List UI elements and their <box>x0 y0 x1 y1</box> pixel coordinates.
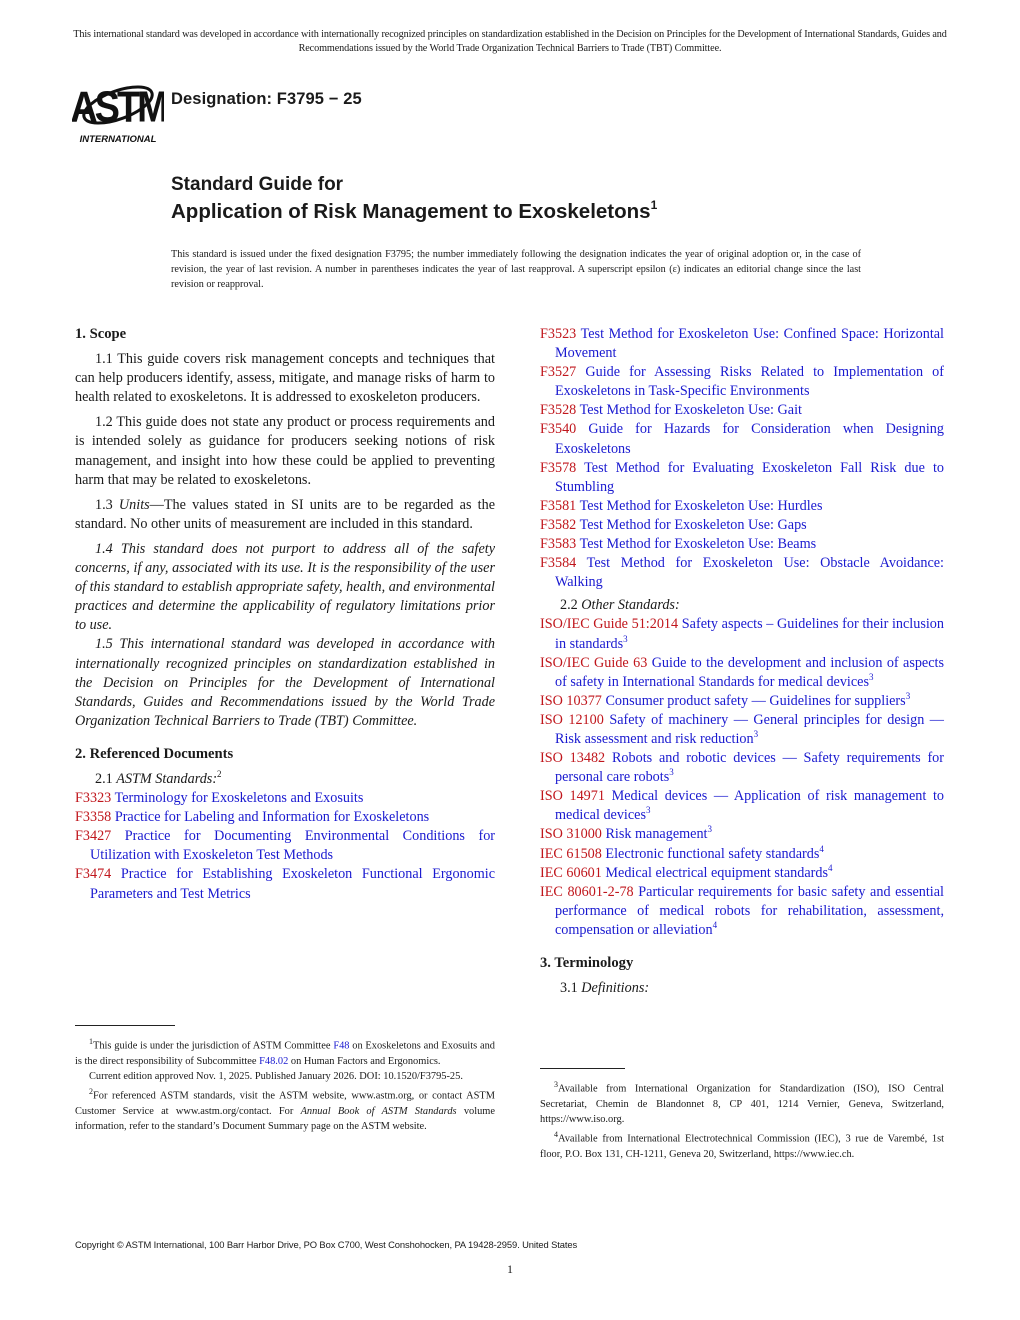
reference-code-link[interactable]: F3528 <box>540 402 577 419</box>
footnote-marker: 4 <box>819 843 824 854</box>
copyright-notice: Copyright © ASTM International, 100 Barr Harbor Drive, PO Box C700, West Conshohocken, PA 19428-2959. United States <box>75 1239 578 1250</box>
units-label: Units <box>118 496 150 513</box>
astm-reference-list-right <box>540 325 944 592</box>
astm-standards-label: 2.1 ASTM Standards:$^2$ <box>95 768 222 787</box>
reference-item[interactable] <box>540 497 944 516</box>
para-1-1: 1.1 This guide covers risk management concepts and techniques that can help producers identify, assess, mitigate, and manage risks of harm to health related to exoskeletons. It is addressed to exoskeleton producers. <box>75 351 495 406</box>
reference-title-link[interactable]: Safety of machinery — General principles for design — Risk assessment and risk reduction <box>555 711 944 747</box>
subcommittee-f48-02-link[interactable]: F48.02 <box>259 1055 289 1067</box>
reference-item[interactable] <box>540 787 944 825</box>
document-title <box>171 198 657 224</box>
para-1-2: 1.2 This guide does not state any product or process requirements and is intended solely as guidance for producers seeking notions of risk management, and insight into how these could be applied to preventing harm that may be related to exoskeletons. <box>75 414 495 488</box>
reference-title-link[interactable]: Guide for Assessing Risks Related to Implementation of Exoskeletons in Task-Specific Environments <box>555 364 944 400</box>
astm-reference-list-left <box>75 789 495 904</box>
reference-code-link[interactable]: ISO 31000 <box>540 826 602 843</box>
footnote-marker: 3 <box>623 633 628 644</box>
other-reference-list <box>540 615 944 940</box>
reference-code-link[interactable]: F3474 <box>75 866 112 883</box>
reference-code-link[interactable]: IEC 60601 <box>540 864 602 881</box>
reference-code-link[interactable]: F3540 <box>540 421 577 438</box>
reference-title-link[interactable]: Medical electrical equipment standards <box>605 864 828 881</box>
footnote-marker: 4 <box>712 919 718 930</box>
footnote-3: $^3$Available from International Organization for Standardization (ISO), ISO Central Secretariat, Chemin de Blandonnet 8, CP 401, 1214 Vernier, Geneva, Switzerland, https://www.iso.org. <box>540 1080 944 1125</box>
reference-title-link[interactable]: Guide to the development and inclusion of aspects of safety in International Standards for medical devices <box>555 654 944 690</box>
svg-text:INTERNATIONAL: INTERNATIONAL <box>79 134 157 145</box>
footnote-marker: 3 <box>905 690 911 701</box>
para-1-4: 1.4 This standard does not purport to address all of the safety concerns, if any, associated with its use. It is the responsibility of the user of this standard to establish appropriate safety, health, and environmental practices and determine the applicability of regulatory limitations prior to use. <box>75 540 495 634</box>
reference-code-link[interactable]: ISO/IEC Guide 63 <box>540 654 648 671</box>
reference-item[interactable] <box>540 420 944 458</box>
reference-title-link[interactable]: Test Method for Exoskeleton Use: Hurdles <box>579 497 823 514</box>
reference-title-link[interactable]: Medical devices — Application of risk management to medical devices <box>555 788 944 824</box>
reference-title-link[interactable]: Consumer product safety — Guidelines for suppliers <box>605 692 906 709</box>
reference-item[interactable] <box>540 401 944 420</box>
issuance-note: This standard is issued under the fixed designation F3795; the number immediately following the designation indicates the year of original adoption or, in the case of revision, the year of last revision. A number in parentheses indicates the year of last reapproval. A superscript epsilon (ε) indicates an editorial change since the last revision or reapproval. <box>171 249 861 290</box>
reference-item[interactable] <box>540 363 944 401</box>
reference-item[interactable] <box>540 459 944 497</box>
footnote-2: $^2$For referenced ASTM standards, visit the ASTM website, www.astm.org, or contact ASTM Customer Service at www.astm.org/contact. For Annual Book of ASTM Standards volume information, refer to the standard’s Document Summary page on the ASTM website. <box>75 1087 495 1132</box>
reference-item[interactable] <box>540 711 944 749</box>
section-heading-terminology: 3. Terminology <box>540 955 634 971</box>
section-heading-scope: 1. Scope <box>75 326 127 342</box>
reference-title-link[interactable]: Test Method for Exoskeleton Use: Gaps <box>579 516 807 533</box>
edition-note: Current edition approved Nov. 1, 2025. Published January 2026. DOI: 10.1520/F3795-25. <box>89 1070 463 1082</box>
para-1-5: 1.5 This international standard was developed in accordance with internationally recognized principles on standardization established in the Decision on Principles for the Development of International Standards, Guides and Recommendations issued by the World Trade Organization Technical Barriers to Trade (TBT) Committee. <box>75 636 495 729</box>
definitions-label: 3.1 Definitions: <box>560 980 650 997</box>
tbt-notice: This international standard was developed in accordance with internationally recognized principles on standardization established in the Decision on Principles for the Development of International Standards, Guides and Recommendations issued by the World Trade Organization Technical Barriers to Trade (TBT) Committee. <box>73 29 947 54</box>
reference-title-link[interactable]: Terminology for Exoskeletons and Exosuits <box>114 790 364 807</box>
footnote-marker: 3 <box>868 671 874 682</box>
reference-item[interactable] <box>540 864 944 883</box>
reference-title-link[interactable]: Practice for Labeling and Information for Exoskeletons <box>114 809 430 826</box>
reference-title-link[interactable]: Robots and robotic devices — Safety requirements for personal care robots <box>555 750 945 786</box>
reference-title-link[interactable]: Practice for Establishing Exoskeleton Functional Ergonomic Parameters and Test Metrics <box>90 866 495 902</box>
reference-code-link[interactable]: F3527 <box>540 364 577 381</box>
reference-code-link[interactable]: ISO/IEC Guide 51:2014 <box>540 616 679 633</box>
reference-code-link[interactable]: ISO 12100 <box>540 711 604 728</box>
reference-code-link[interactable]: F3323 <box>75 790 112 807</box>
reference-code-link[interactable]: ISO 10377 <box>540 692 602 709</box>
title-line-1: Standard Guide for <box>171 174 344 195</box>
reference-title-link[interactable]: Test Method for Exoskeleton Use: Beams <box>579 536 817 553</box>
page-number: 1 <box>507 1262 513 1276</box>
reference-title-link[interactable]: Risk management <box>605 826 708 843</box>
reference-item[interactable] <box>540 749 944 787</box>
reference-item[interactable] <box>75 865 495 903</box>
reference-code-link[interactable]: F3427 <box>75 828 112 845</box>
footnote-1: $^1$This guide is under the jurisdiction of ASTM Committee F48 on Exoskeletons and Exosuits and is the direct responsibility of Subcommittee F48.02 on Human Factors and Ergonomics. <box>75 1037 495 1067</box>
footnote-marker: 3 <box>646 805 651 816</box>
footnote-marker: 3 <box>753 728 759 739</box>
section-heading-referenced-documents: 2. Referenced Documents <box>75 745 234 762</box>
designation: Designation: F3795 − 25 <box>171 90 362 108</box>
reference-code-link[interactable]: F3581 <box>540 497 577 514</box>
left-column <box>75 325 495 904</box>
astm-logo <box>72 78 164 146</box>
reference-item[interactable] <box>540 883 944 940</box>
reference-item[interactable] <box>540 654 944 692</box>
reference-title-link[interactable]: Test Method for Evaluating Exoskeleton Fall Risk due to Stumbling <box>555 459 944 495</box>
reference-item[interactable] <box>540 825 944 844</box>
reference-code-link[interactable]: IEC 80601-2-78 <box>540 883 634 900</box>
right-footnotes <box>540 1068 944 1162</box>
other-standards-label: 2.2 Other Standards: <box>560 597 680 614</box>
reference-code-link[interactable]: ISO 13482 <box>540 750 606 767</box>
reference-code-link[interactable]: IEC 61508 <box>540 845 602 862</box>
footnote-divider <box>540 1068 625 1069</box>
reference-item[interactable] <box>540 692 944 711</box>
reference-title-link[interactable]: Test Method for Exoskeleton Use: Confined Space: Horizontal Movement <box>555 326 945 362</box>
reference-item[interactable] <box>540 554 944 592</box>
reference-title-link[interactable]: Practice for Documenting Environmental Conditions for Utilization with Exoskeleton Test Methods <box>90 828 496 864</box>
right-column <box>540 325 944 998</box>
footnote-marker: 3 <box>707 824 712 835</box>
title-footnote-marker: 1 <box>650 198 658 212</box>
footnote-divider <box>75 1025 175 1026</box>
reference-item[interactable] <box>540 535 944 554</box>
reference-item[interactable] <box>75 827 495 865</box>
reference-item[interactable] <box>540 845 944 864</box>
footnote-marker: 3 <box>669 767 674 778</box>
reference-code-link[interactable]: F3582 <box>540 516 577 533</box>
astm-logo-icon <box>72 78 164 146</box>
left-footnotes <box>75 1025 495 1134</box>
reference-title-link[interactable]: Test Method for Exoskeleton Use: Obstacle Avoidance: Walking <box>555 555 945 591</box>
reference-title-link[interactable]: Electronic functional safety standards <box>605 845 820 862</box>
reference-item[interactable] <box>540 325 944 363</box>
reference-item[interactable] <box>75 789 495 808</box>
reference-code-link[interactable]: F3584 <box>540 555 577 572</box>
footnote-4: $^4$Available from International Electrotechnical Commission (IEC), 3 rue de Varembé, 1st floor, P.O. Box 131, CH-1211, Geneva 20, Switzerland, https://www.iec.ch. <box>540 1130 944 1160</box>
title-line-2: Application of Risk Management to Exoskeletons <box>171 200 651 223</box>
reference-item[interactable] <box>540 615 944 653</box>
reference-title-link[interactable]: Test Method for Exoskeleton Use: Gait <box>579 402 802 419</box>
reference-item[interactable] <box>540 516 944 535</box>
reference-code-link[interactable]: F3523 <box>540 326 577 342</box>
reference-title-link[interactable]: Guide for Hazards for Consideration when Designing Exoskeletons <box>555 421 944 457</box>
para-1-3: 1.3 Units—The values stated in SI units are to be regarded as the standard. No other units of measurement are included in this standard. <box>75 496 496 532</box>
reference-title-link[interactable]: Particular requirements for basic safety and essential performance of medical robots for rehabilitation, assessment, compensation or alleviation <box>555 883 944 938</box>
reference-code-link[interactable]: F3583 <box>540 536 577 553</box>
reference-item[interactable] <box>75 808 495 827</box>
footnote-marker: 4 <box>828 862 833 873</box>
reference-title-link[interactable]: Safety aspects – Guidelines for their inclusion in standards <box>555 616 944 652</box>
reference-code-link[interactable]: F3358 <box>75 809 112 826</box>
reference-code-link[interactable]: F3578 <box>540 459 577 476</box>
reference-code-link[interactable]: ISO 14971 <box>540 788 605 805</box>
committee-f48-link[interactable]: F48 <box>333 1040 350 1052</box>
svg-text:ASTM: ASTM <box>72 82 164 132</box>
